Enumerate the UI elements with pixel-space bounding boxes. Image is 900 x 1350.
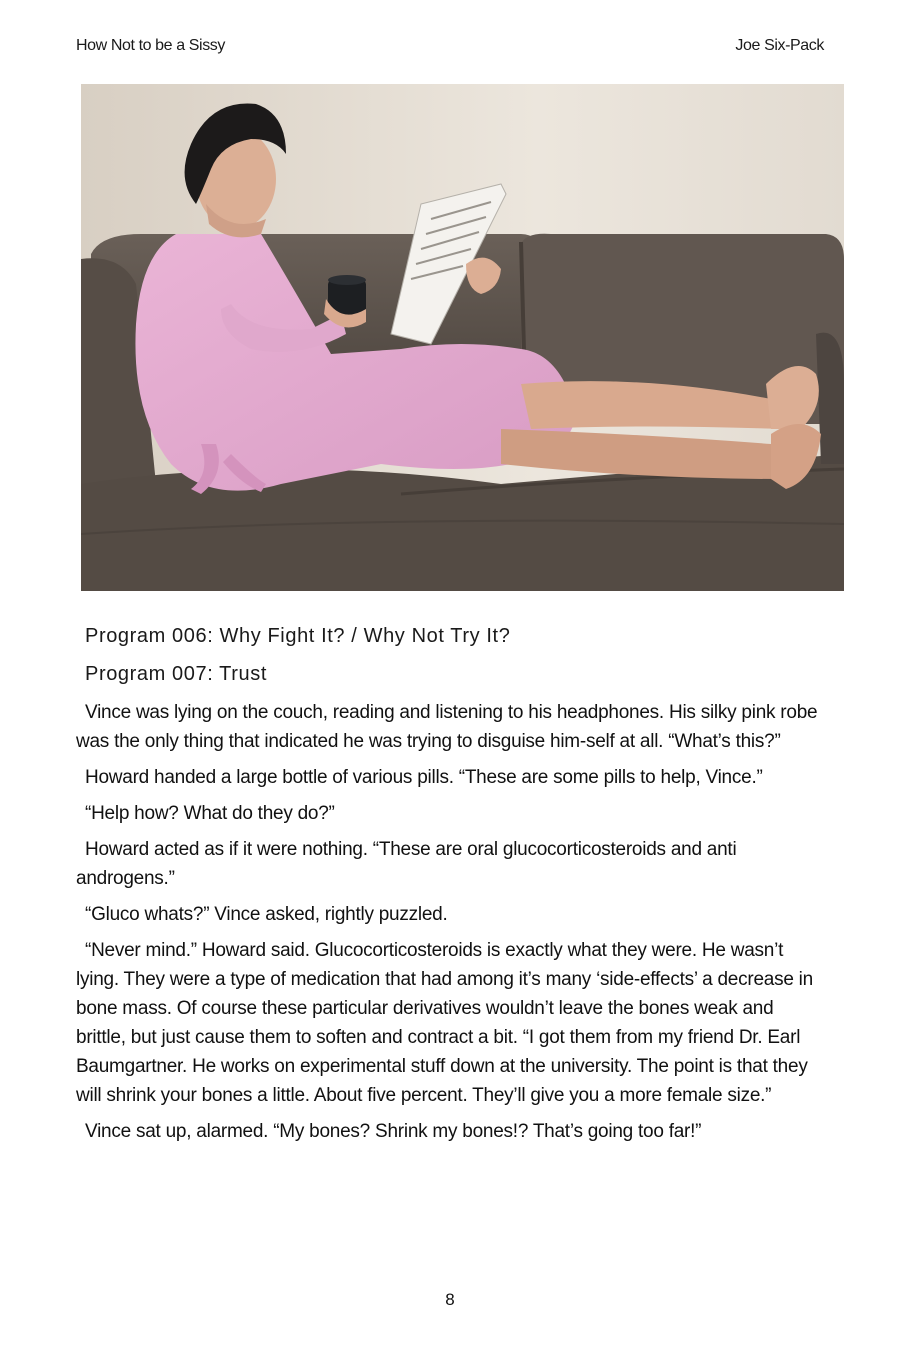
program-heading: Program 007: Trust [85, 663, 267, 685]
woman-reading-on-couch-image [81, 84, 844, 591]
program-heading: Program 006: Why Fight It? / Why Not Try It? [85, 625, 511, 647]
paragraph: Howard acted as if it were nothing. “These are oral glucocorticosteroids and anti androgens.” [76, 839, 737, 889]
paragraph: Howard handed a large bottle of various pills. “These are some pills to help, Vince.” [85, 767, 763, 788]
paragraph: “Help how? What do they do?” [85, 803, 335, 824]
body-text [76, 622, 828, 1153]
paragraph: “Never mind.” Howard said. Glucocorticosteroids is exactly what they were. He wasn’t lying. They were a type of medication that had among it’s many ‘side-effects’ a decrease in bone mass. Of course these particular derivatives wouldn’t leave the bones weak and brittle, but just cause them to soften and contract a bit. “I got them from my friend Dr. Earl Baumgartner. He works on experimental stuff down at the university. The point is that they will shrink your bones a little. About five percent. They’ll give you a more female size.” [76, 940, 813, 1106]
running-head-title: How Not to be a Sissy [76, 37, 225, 54]
running-head-author: Joe Six-Pack [735, 37, 824, 54]
paragraph: Vince was lying on the couch, reading and listening to his headphones. His silky pink robe was the only thing that indicated he was trying to disguise him-self at all. “What’s this?” [76, 702, 818, 752]
paragraph: Vince sat up, alarmed. “My bones? Shrink my bones!? That’s going too far!” [85, 1121, 702, 1142]
paragraph: “Gluco whats?” Vince asked, rightly puzzled. [85, 904, 448, 925]
page-number: 8 [445, 1290, 455, 1309]
illustration-photo [81, 84, 844, 591]
